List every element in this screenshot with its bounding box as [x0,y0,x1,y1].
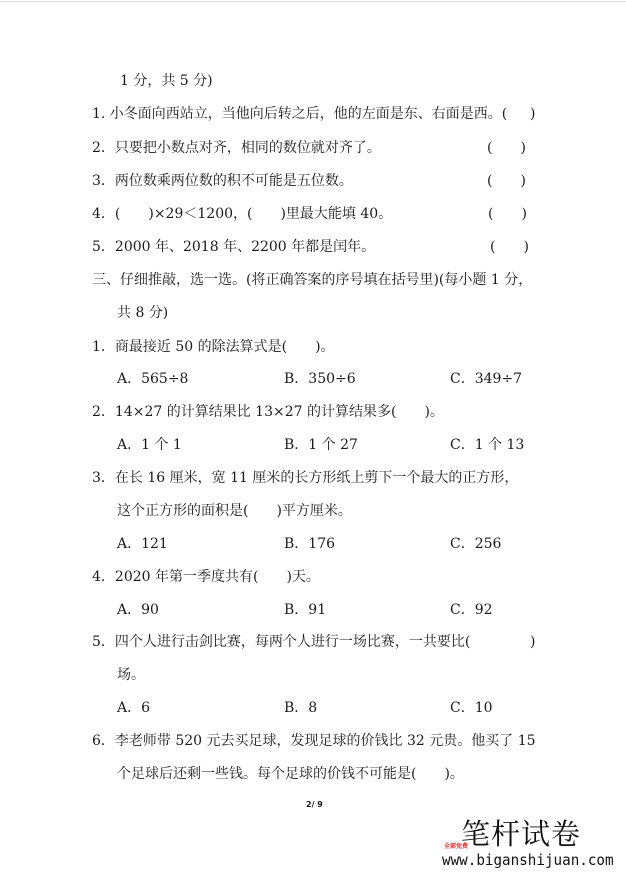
q5-option-a: A．6 [117,700,151,716]
choice-question-6: 6．李老师带 520 元去买足球，发现足球的价钱比 32 元贵。他买了 15 [92,733,536,749]
q5-option-c: C．10 [450,700,493,716]
choice-question-3: 3．在长 16 厘米，宽 11 厘米的长方形纸上剪下一个最大的正方形， [92,470,519,486]
choice-question-5: 5．四个人进行击剑比赛，每两个人进行一场比赛，一共要比( [92,634,471,650]
q3-option-c: C．256 [450,536,502,552]
q1-option-c: C．349÷7 [450,371,523,387]
answer-blank-2: ( ) [487,140,526,156]
q4-option-c: C．92 [450,602,493,618]
choice-question-2: 2．14×27 的计算结果比 13×27 的计算结果多( )。 [92,404,444,420]
q2-option-c: C．1 个 13 [450,437,525,453]
choice-question-5-cont: 场。 [117,667,145,683]
choice-question-6-cont: 个足球后还剩一些钱。每个足球的价钱不可能是( )。 [117,766,464,782]
judgement-item-5: 5．2000 年、2018 年、2200 年都是闰年。 [92,239,376,255]
judgement-item-1: 1. 小冬面向西站立，当他向后转之后，他的左面是东、右面是西。( [92,106,508,122]
q5-blank-close: ) [530,634,536,650]
judgement-item-3: 3．两位数乘两位数的积不可能是五位数。 [92,173,353,189]
judgement-item-2: 2．只要把小数点对齐，相同的数位就对齐了。 [92,140,381,156]
q1-option-a: A．565÷8 [117,371,189,387]
q3-option-a: A．121 [117,536,168,552]
section2-continuation: 1 分，共 5 分) [120,73,213,89]
top-border-line [0,1,626,2]
choice-question-1: 1．商最接近 50 的除法算式是( )。 [92,339,335,355]
answer-blank-5: ( ) [490,239,529,255]
section3-heading: 三、仔细推敲，选一选。(将正确答案的序号填在括号里)(每小题 1 分， [92,272,533,288]
q3-option-b: B．176 [284,536,336,552]
answer-blank-3: ( ) [487,173,526,189]
q5-option-b: B．8 [284,700,318,716]
q2-option-b: B．1 个 27 [284,437,358,453]
choice-question-3-cont: 这个正方形的面积是( )平方厘米。 [117,503,352,519]
page-number: 2/ 9 [306,800,323,809]
watermark-badge: 全部免费 [444,843,469,850]
q1-option-b: B．350÷6 [284,371,356,387]
watermark-url: www.biganshijuan.com [442,851,614,869]
answer-blank-1: ) [530,106,536,122]
q4-option-b: B．91 [284,602,327,618]
choice-question-4: 4．2020 年第一季度共有( )天。 [92,569,320,585]
watermark-brand: 笔杆试卷 [461,817,582,851]
section3-heading-cont: 共 8 分) [117,305,169,321]
answer-blank-4: ( ) [488,206,527,222]
q4-option-a: A．90 [117,602,159,618]
judgement-item-4: 4．( )×29＜1200，( )里最大能填 40。 [92,206,393,222]
q2-option-a: A．1 个 1 [117,437,182,453]
